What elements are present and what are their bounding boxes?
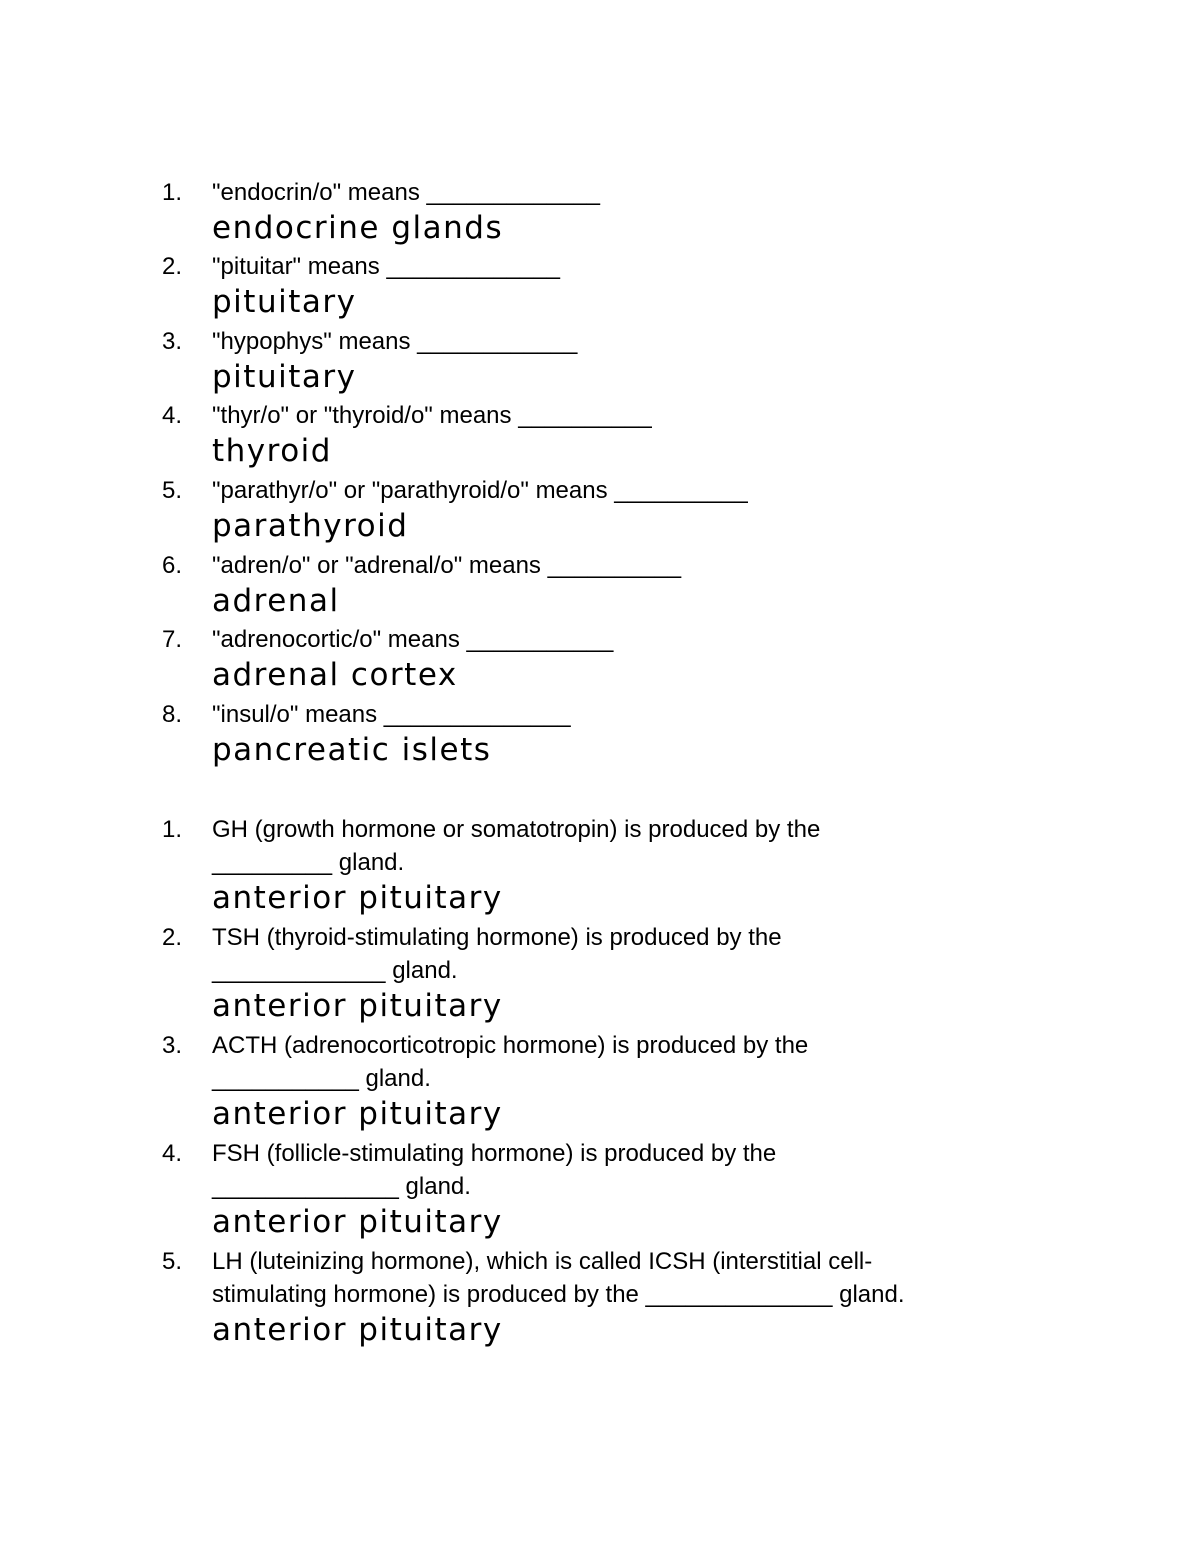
item-number: 4. <box>162 402 183 429</box>
question-text <box>212 813 1052 879</box>
question-text: "hypophys" means ____________ <box>212 328 578 355</box>
question-line-1: GH (growth hormone or somatotropin) is produced by the <box>212 816 821 843</box>
question-text: "insul/o" means ______________ <box>212 701 571 728</box>
answer-text: anterior pituitary <box>212 1312 503 1348</box>
answer-text: anterior pituitary <box>212 988 503 1024</box>
answer-text: pituitary <box>212 359 357 395</box>
answer-text: adrenal <box>212 583 340 619</box>
item-number: 7. <box>162 626 183 653</box>
question-line-2: ___________ gland. <box>212 1065 431 1092</box>
question-text <box>212 1029 1052 1095</box>
item-number: 2. <box>162 253 183 280</box>
question-text: "parathyr/o" or "parathyroid/o" means __________ <box>212 477 748 504</box>
question-text: "adrenocortic/o" means ___________ <box>212 626 614 653</box>
item-number: 3. <box>162 1032 183 1059</box>
question-line-1: FSH (follicle-stimulating hormone) is produced by the <box>212 1140 777 1167</box>
answer-text: pituitary <box>212 284 357 320</box>
question-line-2: stimulating hormone) is produced by the ______________ gland. <box>212 1281 905 1308</box>
item-number: 1. <box>162 816 183 843</box>
item-number: 5. <box>162 477 183 504</box>
answer-text: thyroid <box>212 433 332 469</box>
answer-text: anterior pituitary <box>212 1096 503 1132</box>
item-number: 5. <box>162 1248 183 1275</box>
question-text: "adren/o" or "adrenal/o" means __________ <box>212 552 682 579</box>
question-text: "thyr/o" or "thyroid/o" means __________ <box>212 402 652 429</box>
item-number: 3. <box>162 328 183 355</box>
question-line-2: _________ gland. <box>212 849 405 876</box>
question-text <box>212 921 1052 987</box>
question-line-1: TSH (thyroid-stimulating hormone) is produced by the <box>212 924 782 951</box>
question-text: "pituitar" means _____________ <box>212 253 560 280</box>
question-text <box>212 1137 1052 1203</box>
question-line-1: LH (luteinizing hormone), which is called ICSH (interstitial cell- <box>212 1248 873 1275</box>
question-line-2: _____________ gland. <box>212 957 458 984</box>
answer-text: endocrine glands <box>212 210 504 246</box>
question-text: "endocrin/o" means _____________ <box>212 179 601 206</box>
question-text <box>212 1245 1052 1311</box>
item-number: 6. <box>162 552 183 579</box>
item-number: 1. <box>162 179 183 206</box>
item-number: 4. <box>162 1140 183 1167</box>
answer-text: adrenal cortex <box>212 657 458 693</box>
item-number: 8. <box>162 701 183 728</box>
item-number: 2. <box>162 924 183 951</box>
question-line-1: ACTH (adrenocorticotropic hormone) is produced by the <box>212 1032 809 1059</box>
answer-text: anterior pituitary <box>212 880 503 916</box>
answer-text: anterior pituitary <box>212 1204 503 1240</box>
question-line-2: ______________ gland. <box>212 1173 471 1200</box>
answer-text: parathyroid <box>212 508 409 544</box>
answer-text: pancreatic islets <box>212 732 492 768</box>
